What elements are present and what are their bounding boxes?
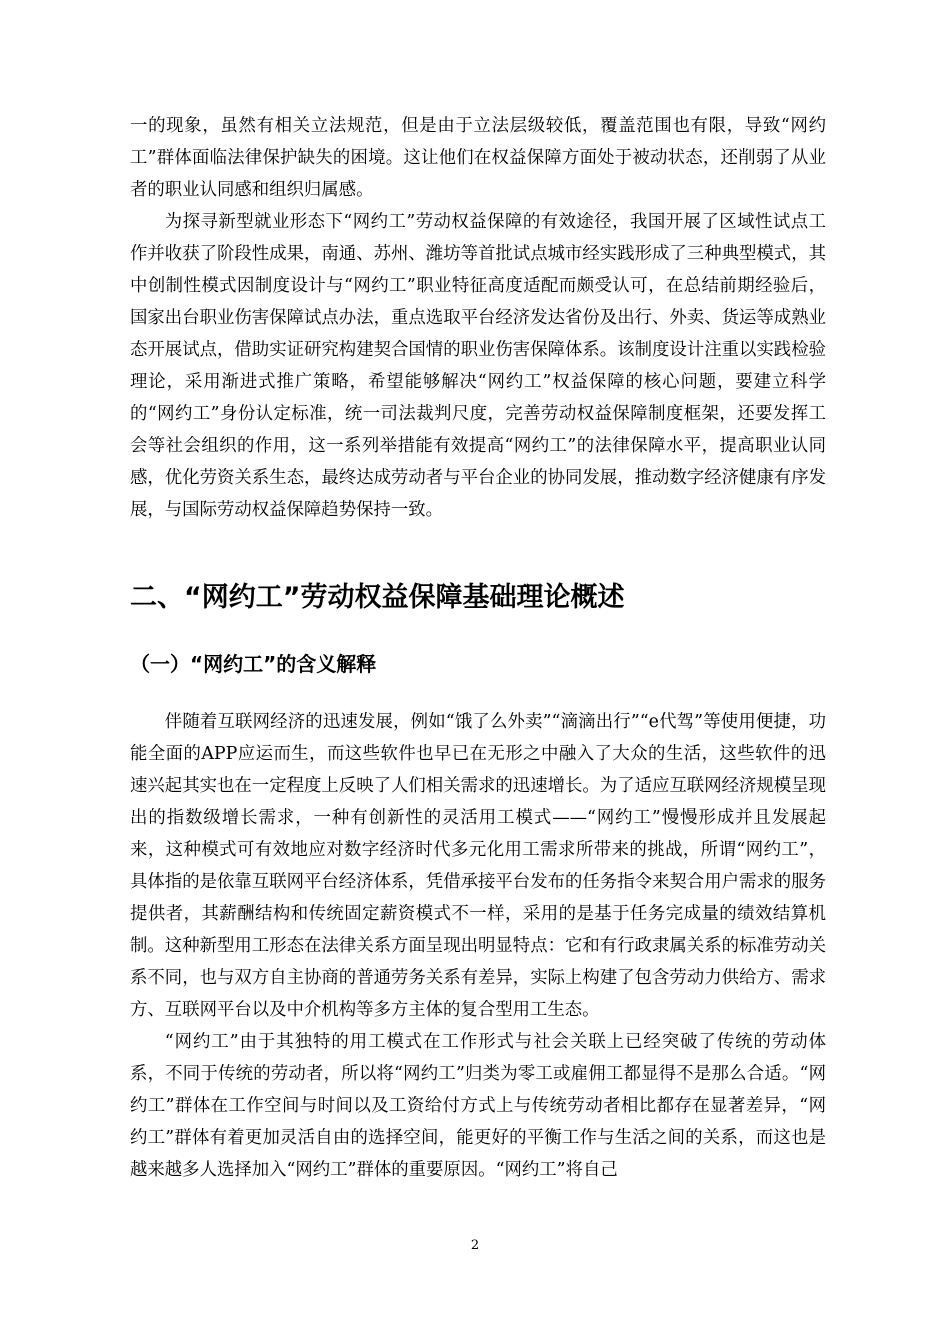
intro-paragraph-2: 为探寻新型就业形态下“网约工”劳动权益保障的有效途径，我国开展了区域性试点工作并收获了阶段性成果，南通、苏州、潍坊等首批试点城市经实践形成了三种典型模式，其中创制性模式因制度设计与“网约工”职业特征高度适配而颇受认可，在总结前期经验后，国家出台职业伤害保障试点办法，重点选取平台经济发达省份及出行、外卖、货运等成熟业态开展试点，借助实证研究构建契合国情的职业伤害保障体系。该制度设计注重以实践检验理论，采用渐进式推广策略，希望能够解决“网约工”权益保障的核心问题，要建立科学的“网约工”身份认定标准，统一司法裁判尺度，完善劳动权益保障制度框架，还要发挥工会等社会组织的作用，这一系列举措能有效提高“网约工”的法律保障水平，提高职业认同感，优化劳资关系生态，最终达成劳动者与平台企业的协同发展，推动数字经济健康有序发展，与国际劳动权益保障趋势保持一致。 xyxy=(130,212,826,520)
section-paragraph-2: “网约工”由于其独特的用工模式在工作形式与社会关联上已经突破了传统的劳动体系，不同于传统的劳动者，所以将“网约工”归类为零工或雇佣工都显得不是那么合适。“网约工”群体在工作空间与时间以及工资给付方式上与传统劳动者相比都存在显著差异，“网约工”群体有着更加灵活自由的选择空间，能更好的平衡工作与生活之间的关系，而这也是越来越多人选择加入“网约工”群体的重要原因。“网约工”将自己 xyxy=(130,1032,826,1180)
section-text-block xyxy=(130,706,826,1186)
section-heading: 二、“网约工”劳动权益保障基础理论概述 xyxy=(130,582,625,613)
section-subheading: （一）“网约工”的含义解释 xyxy=(130,652,377,676)
intro-paragraph-1: 一的现象，虽然有相关立法规范，但是由于立法层级较低，覆盖范围也有限，导致“网约工”群体面临法律保护缺失的困境。这让他们在权益保障方面处于被动状态，还削弱了从业者的职业认同感和组织归属感。 xyxy=(130,116,826,200)
intro-text-block xyxy=(130,110,826,526)
page-number: 2 xyxy=(470,1238,480,1253)
section-paragraph-1: 伴随着互联网经济的迅速发展，例如“饿了么外卖”“滴滴出行”“e代驾”等使用便捷，功能全面的APP应运而生，而这些软件也早已在无形之中融入了大众的生活，这些软件的迅速兴起其实也在一定程度上反映了人们相关需求的迅速增长。为了适应互联网经济规模呈现出的指数级增长需求，一种有创新性的灵活用工模式——“网约工”慢慢形成并且发展起来，这种模式可有效地应对数字经济时代多元化用工需求所带来的挑战，所谓“网约工”，具体指的是依靠互联网平台经济体系，凭借承接平台发布的任务指令来契合用户需求的服务提供者，其薪酬结构和传统固定薪资模式不一样，采用的是基于任务完成量的绩效结算机制。这种新型用工形态在法律关系方面呈现出明显特点：它和有行政隶属关系的标准劳动关系不同，也与双方自主协商的普通劳务关系有差异，实际上构建了包含劳动力供给方、需求方、互联网平台以及中介机构等多方主体的复合型用工生态。 xyxy=(130,712,826,1020)
